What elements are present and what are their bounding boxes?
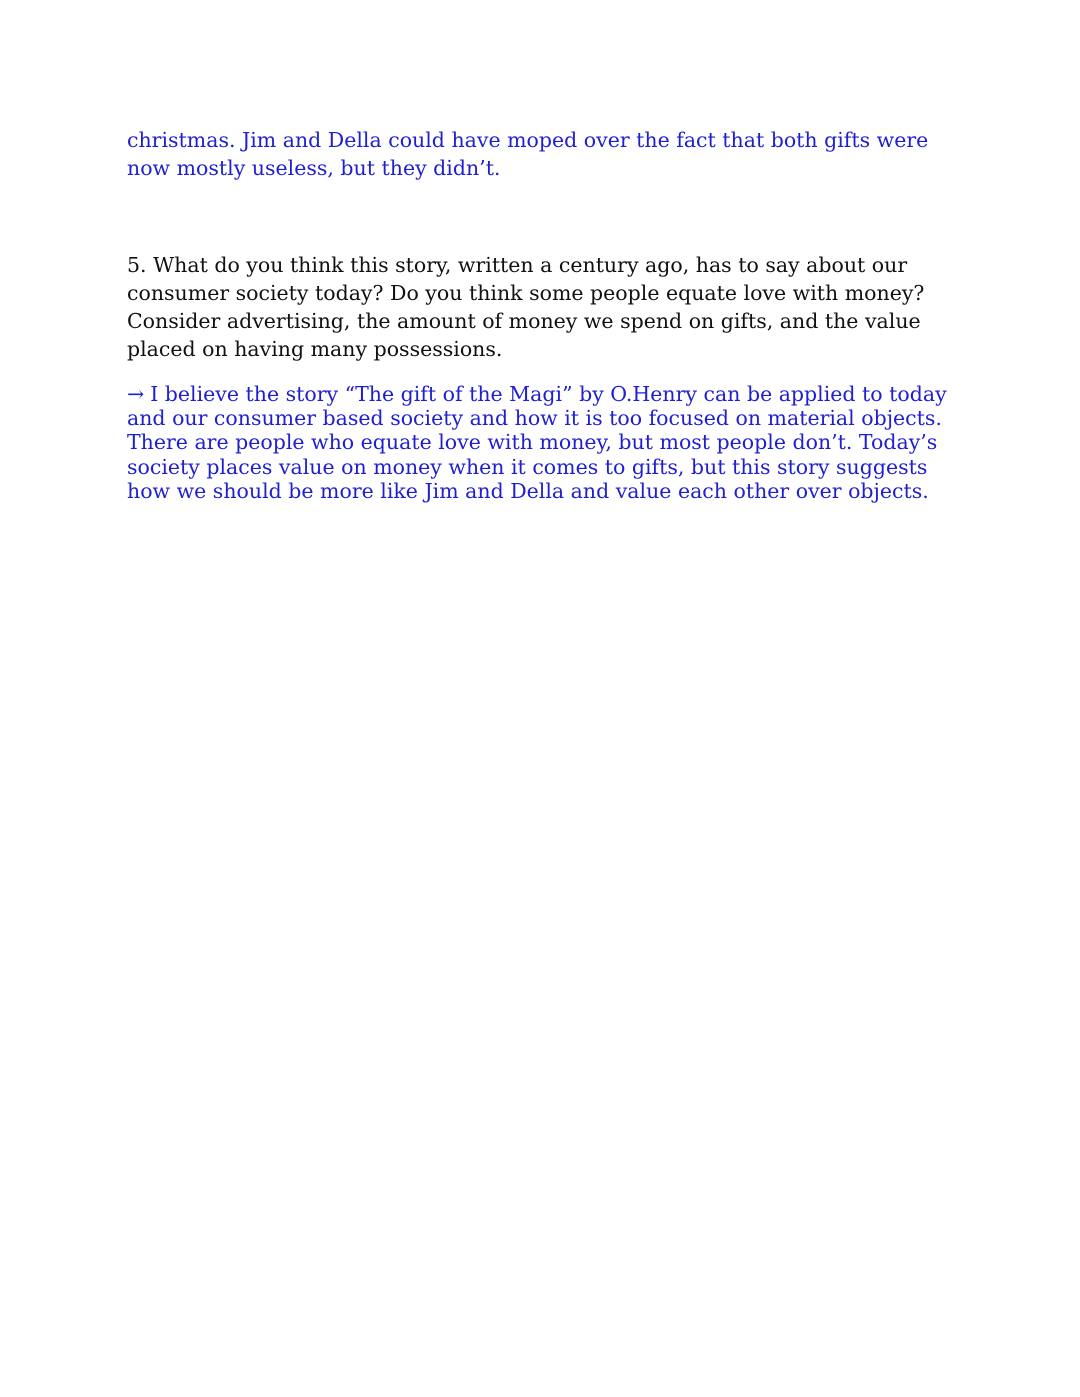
answer-5-paragraph <box>127 382 957 503</box>
answer-5-text: I believe the story “The gift of the Magi” by O.Henry can be applied to today and our consumer based society and how it is too focused on material objects. There are people who equate love with money, but most people don’t. Today’s society places value on money when it comes to gifts, but this story suggests how we should be more like Jim and Della and value each other over objects. <box>127 382 947 503</box>
question-5-text: 5. What do you think this story, written a century ago, has to say about our consumer society today? Do you think some people equate love with money? Consider advertising, the amount of money we spend on gifts, and the value placed on having many possessions. <box>127 253 925 361</box>
continued-answer-text: christmas. Jim and Della could have moped over the fact that both gifts were now mostly useless, but they didn’t. <box>127 128 929 180</box>
arrow-icon: → <box>127 382 145 406</box>
